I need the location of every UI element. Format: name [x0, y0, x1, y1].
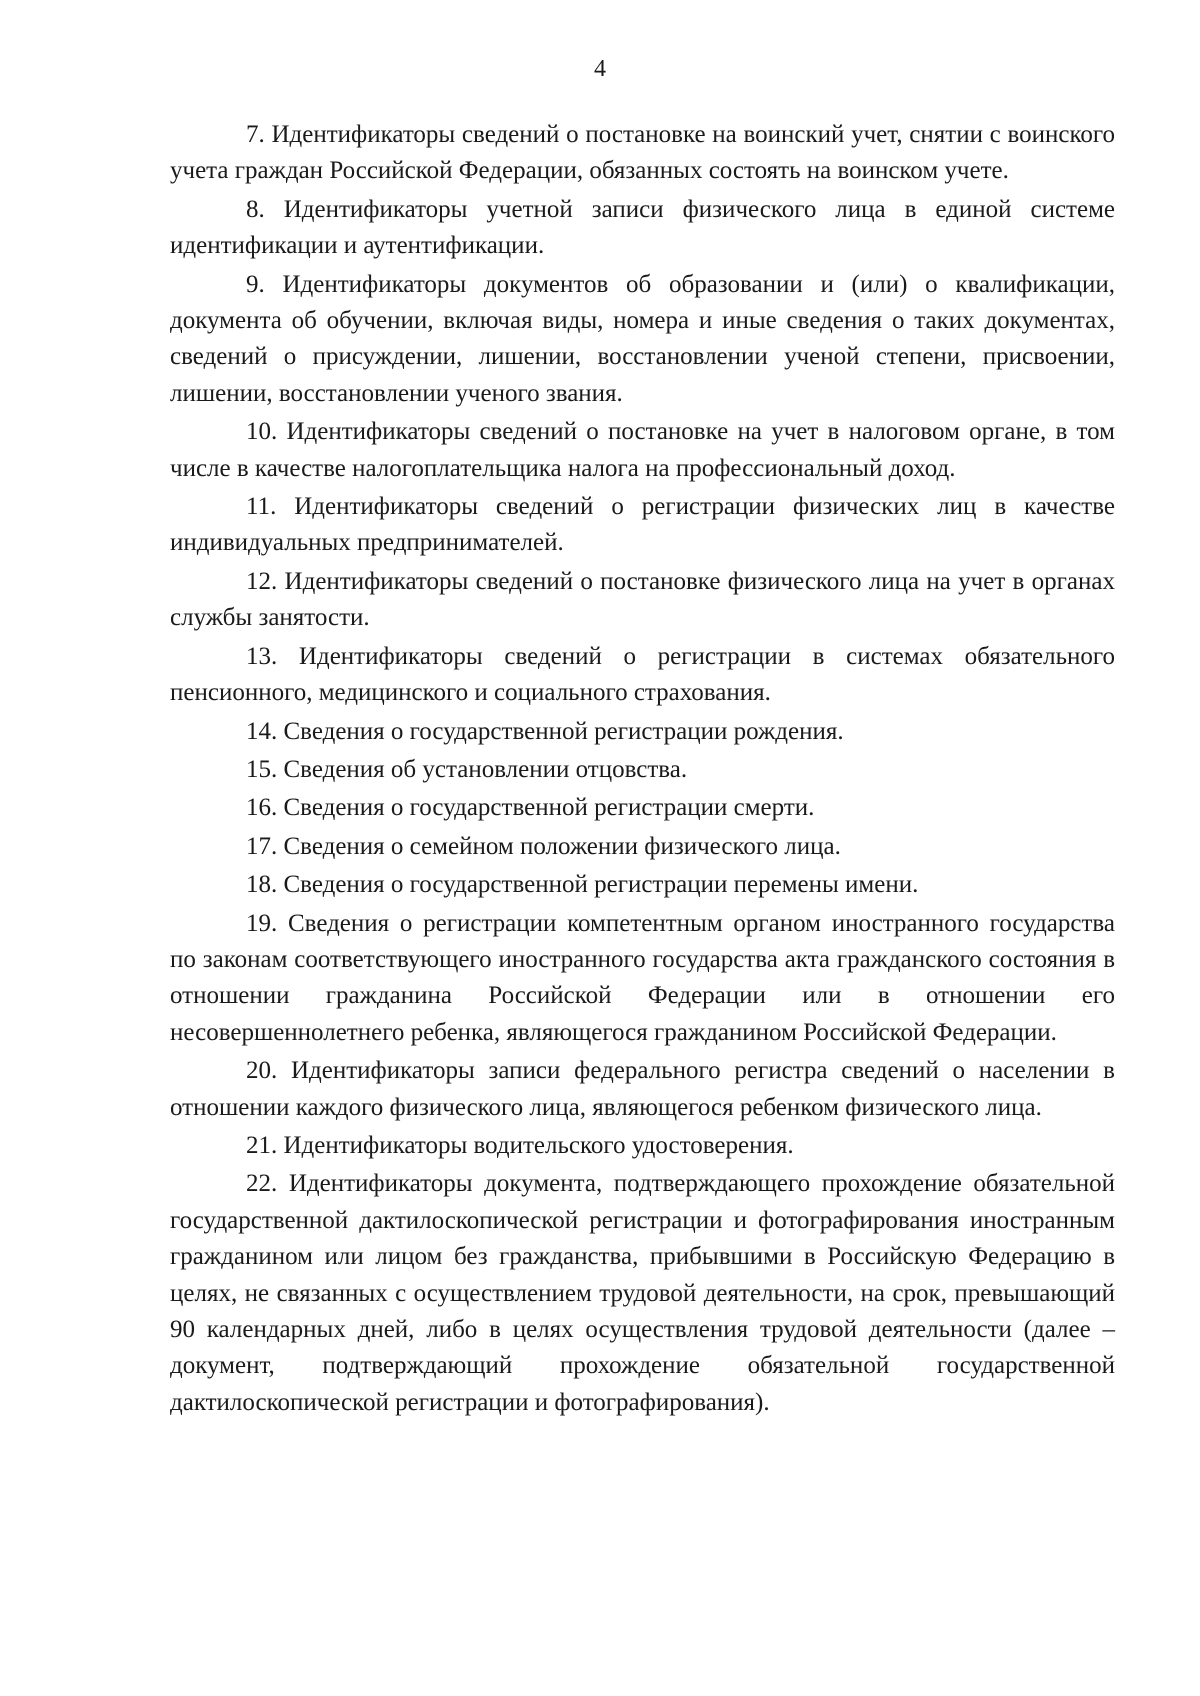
- paragraph-item-22: 22. Идентификаторы документа, подтверждающего прохождение обязательной государственной дактилоскопической регистрации и фотографирования иностранным гражданином или лицом без гражданства, прибывшими в Российскую Федерацию в целях, не связанных с осуществлением трудовой деятельности, на срок, превышающий 90 календарных дней, либо в целях осуществления трудовой деятельности (далее – документ, подтверждающий прохождение обязательной государственной дактилоскопической регистрации и фотографирования).: [170, 1170, 1115, 1416]
- paragraph-item-13: 13. Идентификаторы сведений о регистрации в системах обязательного пенсионного, медицинского и социального страхования.: [170, 642, 1115, 707]
- paragraph-item-18: 18. Сведения о государственной регистрации перемены имени.: [246, 871, 919, 899]
- paragraph-item-16: 16. Сведения о государственной регистрации смерти.: [246, 794, 815, 822]
- paragraph-item-8: 8. Идентификаторы учетной записи физического лица в единой системе идентификации и аутентификации.: [170, 195, 1115, 260]
- document-body: [170, 117, 1115, 1423]
- paragraph-item-10: 10. Идентификаторы сведений о постановке на учет в налоговом органе, в том числе в качестве налогоплательщика налога на профессиональный доход.: [170, 418, 1115, 482]
- paragraph-item-7: 7. Идентификаторы сведений о постановке на воинский учет, снятии с воинского учета граждан Российской Федерации, обязанных состоять на воинском учете.: [170, 121, 1115, 185]
- paragraph-item-9: 9. Идентификаторы документов об образовании и (или) о квалификации, документа об обучении, включая виды, номера и иные сведения о таких документах, сведений о присуждении, лишении, восстановлении ученой степени, присвоении, лишении, восстановлении ученого звания.: [170, 270, 1115, 407]
- page-number: 4: [594, 56, 606, 82]
- paragraph-item-20: 20. Идентификаторы записи федерального регистра сведений о населении в отношении каждого физического лица, являющегося ребенком физического лица.: [170, 1057, 1115, 1121]
- paragraph-item-12: 12. Идентификаторы сведений о постановке физического лица на учет в органах службы занятости.: [170, 567, 1115, 632]
- paragraph-item-19: 19. Сведения о регистрации компетентным органом иностранного государства по законам соответствующего иностранного государства акта гражданского состояния в отношении гражданина Российской Федерации или в отношении его несовершеннолетнего ребенка, являющегося гражданином Российской Федерации.: [170, 909, 1115, 1046]
- paragraph-item-17: 17. Сведения о семейном положении физического лица.: [246, 832, 841, 860]
- paragraph-item-11: 11. Идентификаторы сведений о регистрации физических лиц в качестве индивидуальных предпринимателей.: [170, 493, 1115, 557]
- paragraph-item-15: 15. Сведения об установлении отцовства.: [246, 755, 688, 783]
- paragraph-item-21: 21. Идентификаторы водительского удостоверения.: [246, 1131, 794, 1159]
- paragraph-item-14: 14. Сведения о государственной регистрации рождения.: [246, 717, 844, 745]
